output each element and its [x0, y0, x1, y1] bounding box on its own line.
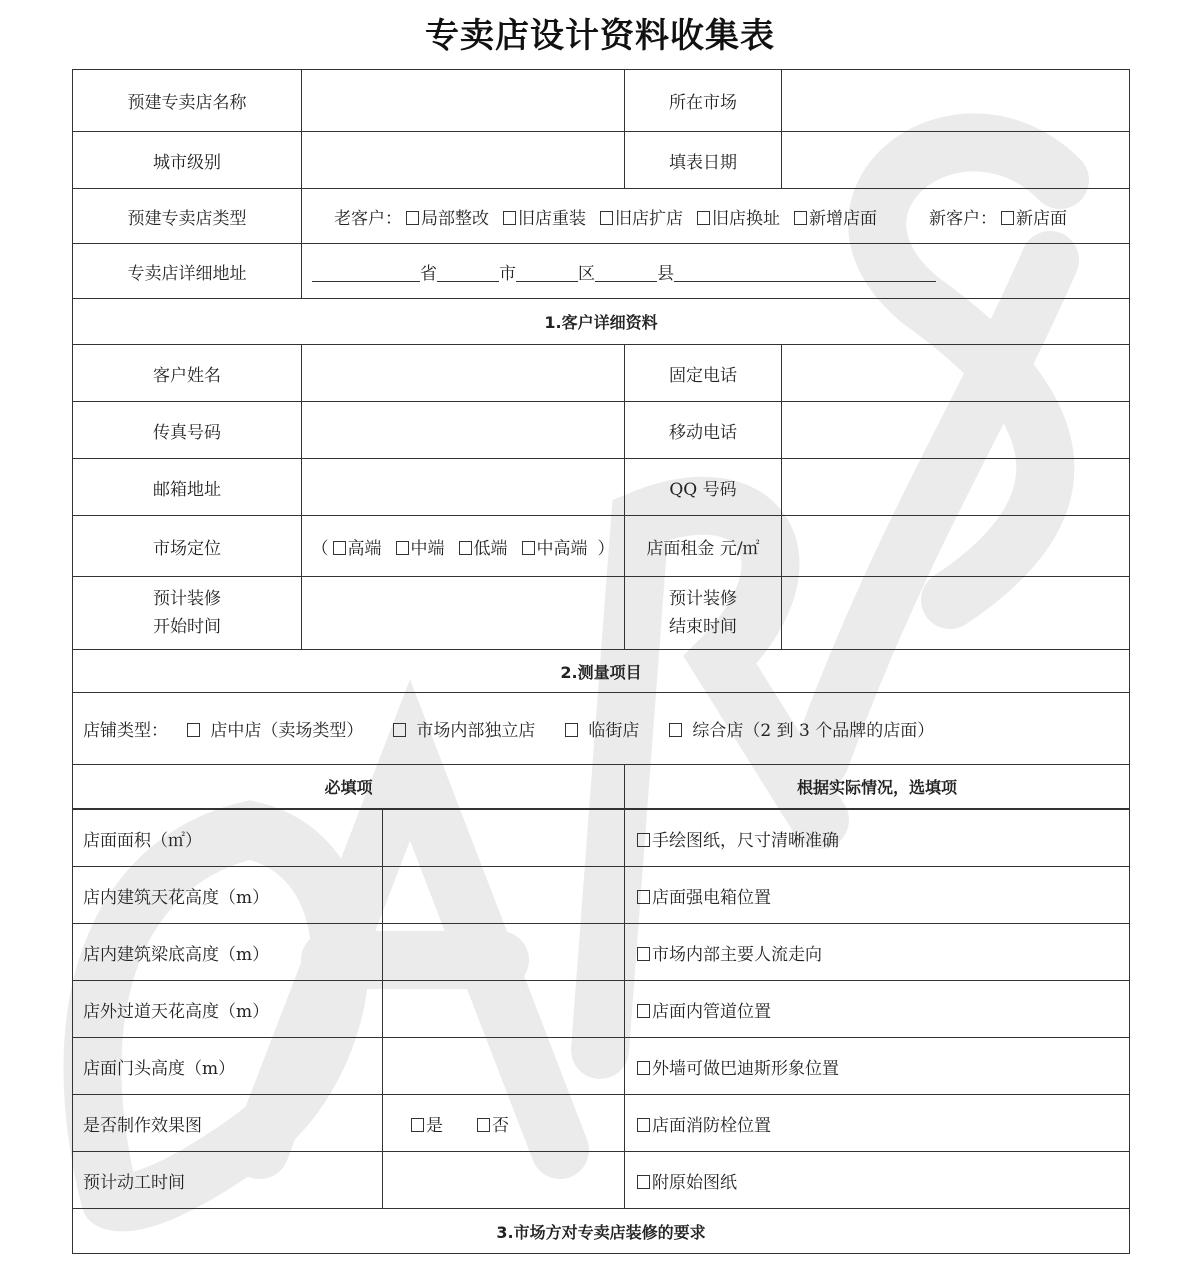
customer-name-field[interactable] [302, 345, 625, 402]
checkbox[interactable] [637, 1175, 650, 1189]
fax-field[interactable] [302, 402, 625, 459]
render-choice: 是 否 [383, 1095, 625, 1152]
label-renovation-end: 预计装修 结束时间 [625, 577, 782, 650]
store-name-field[interactable] [302, 70, 625, 132]
label-store-type: 预建专卖店类型 [73, 189, 302, 244]
checkbox[interactable] [637, 1061, 650, 1075]
checkbox[interactable] [411, 1118, 424, 1132]
positioning-options: （ 高端 中端 低端 中高端 ） [302, 516, 625, 577]
optional-item: 店面内管道位置 [625, 981, 1130, 1038]
optional-header: 根据实际情况，选填项 [625, 765, 1130, 809]
street-input[interactable] [674, 265, 936, 282]
checkbox[interactable] [600, 211, 613, 225]
required-value-field[interactable] [383, 810, 625, 867]
qq-field[interactable] [782, 459, 1130, 516]
market-field[interactable] [782, 70, 1130, 132]
label-city-level: 城市级别 [73, 132, 302, 189]
checkbox[interactable] [697, 211, 710, 225]
measurement-table [72, 809, 1130, 1254]
label-fax: 传真号码 [73, 402, 302, 459]
section-2-title: 2.测量项目 [73, 650, 1130, 693]
label-landline: 固定电话 [625, 345, 782, 402]
required-value-field[interactable] [383, 1152, 625, 1209]
email-field[interactable] [302, 459, 625, 516]
checkbox[interactable] [522, 541, 535, 555]
page-title: 专卖店设计资料收集表 [425, 16, 775, 56]
label-rent: 店面租金 元/㎡ [625, 516, 782, 577]
fill-date-field[interactable] [782, 132, 1130, 189]
label-mobile: 移动电话 [625, 402, 782, 459]
checkbox[interactable] [794, 211, 807, 225]
checkbox[interactable] [637, 890, 650, 904]
new-customer-label: 新客户： [929, 208, 997, 229]
required-item: 是否制作效果图 [73, 1095, 383, 1152]
checkbox[interactable] [669, 723, 682, 737]
shop-type-label: 店铺类型： [83, 721, 168, 741]
optional-item: 外墙可做巴迪斯形象位置 [625, 1038, 1130, 1095]
checkbox[interactable] [477, 1118, 490, 1132]
design-data-form [72, 69, 1130, 809]
label-market: 所在市场 [625, 70, 782, 132]
required-item: 预计动工时间 [73, 1152, 383, 1209]
checkbox[interactable] [637, 1118, 650, 1132]
landline-field[interactable] [782, 345, 1130, 402]
checkbox[interactable] [406, 211, 419, 225]
checkbox[interactable] [637, 833, 650, 847]
checkbox[interactable] [637, 947, 650, 961]
city-input[interactable] [437, 265, 499, 282]
required-value-field[interactable] [383, 1038, 625, 1095]
required-item: 店外过道天花高度（m） [73, 981, 383, 1038]
optional-item: 市场内部主要人流走向 [625, 924, 1130, 981]
label-fill-date: 填表日期 [625, 132, 782, 189]
section-1-title: 1.客户详细资料 [73, 299, 1130, 345]
district-input[interactable] [516, 265, 578, 282]
shop-type-options: 店铺类型： 店中店（卖场类型） 市场内部独立店 临街店 综合店（2 到 3 个品牌的店面） [73, 693, 1130, 765]
address-fields: 省 市 区 县 [302, 244, 1130, 299]
required-item: 店内建筑梁底高度（m） [73, 924, 383, 981]
label-qq: QQ 号码 [625, 459, 782, 516]
checkbox[interactable] [459, 541, 472, 555]
section-3-title: 3.市场方对专卖店装修的要求 [73, 1209, 1130, 1254]
label-renovation-start: 预计装修 开始时间 [73, 577, 302, 650]
county-input[interactable] [595, 265, 657, 282]
required-value-field[interactable] [383, 981, 625, 1038]
renovation-start-field[interactable] [302, 577, 625, 650]
required-value-field[interactable] [383, 924, 625, 981]
checkbox[interactable] [637, 1004, 650, 1018]
label-email: 邮箱地址 [73, 459, 302, 516]
required-header: 必填项 [73, 765, 625, 809]
store-type-options: 老客户： 局部整改 旧店重装 旧店扩店 旧店换址 新增店面 新客户： 新店面 [302, 189, 1130, 244]
mobile-field[interactable] [782, 402, 1130, 459]
label-address: 专卖店详细地址 [73, 244, 302, 299]
city-level-field[interactable] [302, 132, 625, 189]
required-item: 店面面积（㎡） [73, 810, 383, 867]
checkbox[interactable] [333, 541, 346, 555]
optional-item: 店面消防栓位置 [625, 1095, 1130, 1152]
checkbox[interactable] [565, 723, 578, 737]
rent-field[interactable] [782, 516, 1130, 577]
label-positioning: 市场定位 [73, 516, 302, 577]
checkbox[interactable] [396, 541, 409, 555]
optional-item: 店面强电箱位置 [625, 867, 1130, 924]
label-customer-name: 客户姓名 [73, 345, 302, 402]
checkbox[interactable] [393, 723, 406, 737]
checkbox[interactable] [187, 723, 200, 737]
required-item: 店内建筑天花高度（m） [73, 867, 383, 924]
renovation-end-field[interactable] [782, 577, 1130, 650]
province-input[interactable] [312, 265, 420, 282]
optional-item: 附原始图纸 [625, 1152, 1130, 1209]
optional-item: 手绘图纸，尺寸清晰准确 [625, 810, 1130, 867]
checkbox[interactable] [503, 211, 516, 225]
required-value-field[interactable] [383, 867, 625, 924]
label-store-name: 预建专卖店名称 [73, 70, 302, 132]
checkbox[interactable] [1001, 211, 1014, 225]
old-customer-label: 老客户： [334, 208, 402, 229]
required-item: 店面门头高度（m） [73, 1038, 383, 1095]
